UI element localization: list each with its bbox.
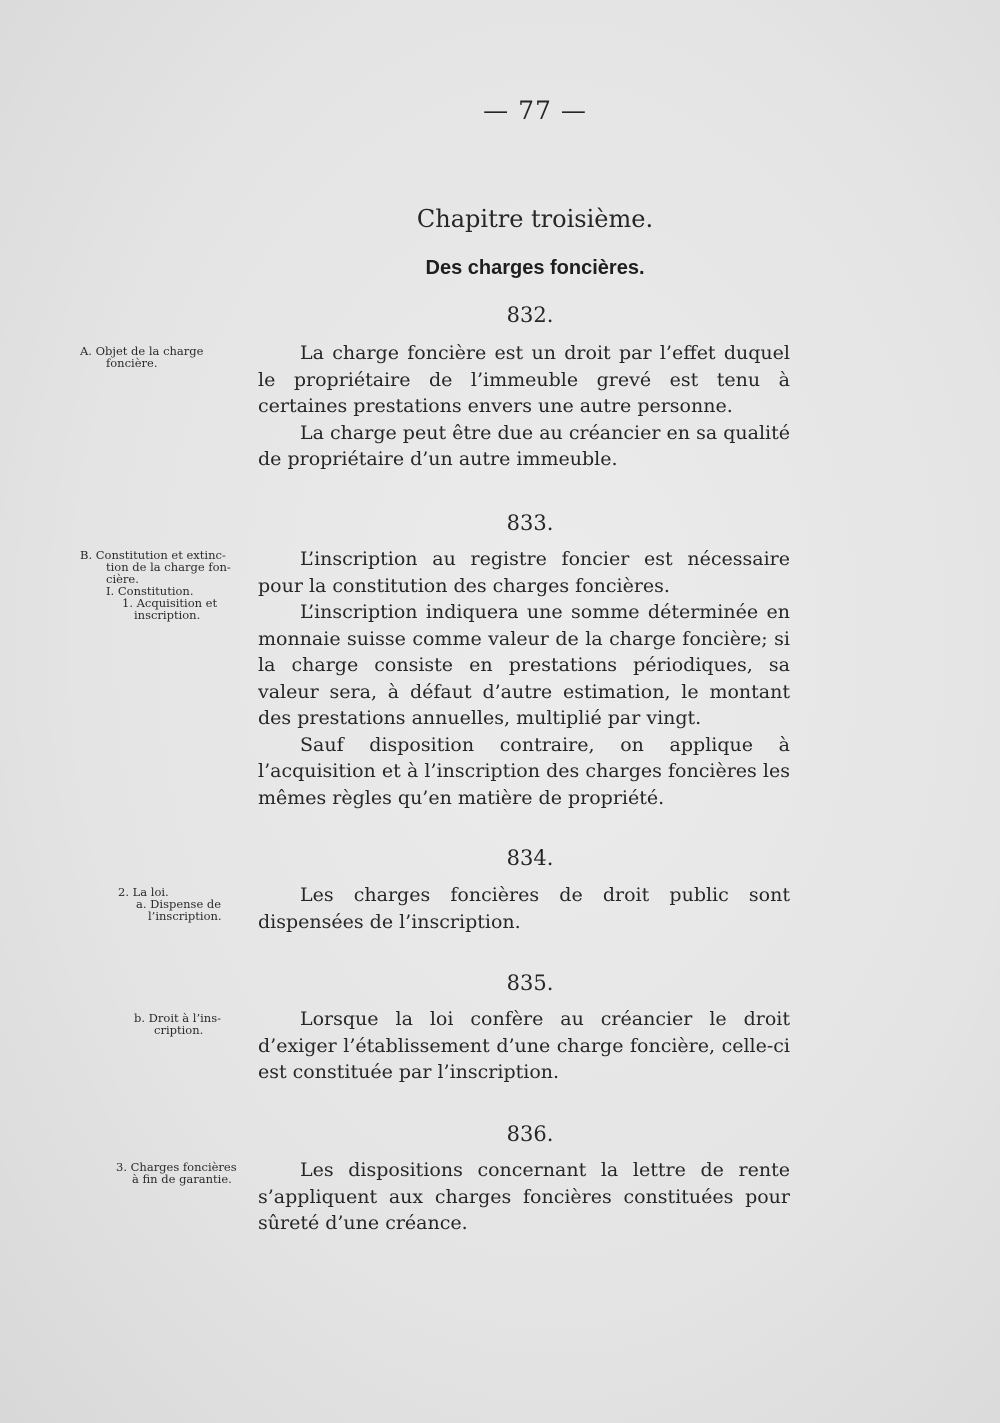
- margin-note: [80, 886, 250, 922]
- margin-note-line: cière.: [106, 572, 139, 586]
- article-body: [258, 340, 790, 473]
- article-body: [258, 882, 790, 935]
- margin-note-line: B. Constitution et extinc-: [80, 548, 226, 562]
- article-paragraph: La charge peut être due au créancier en sa qualité de propriétaire d’un autre immeuble.: [258, 421, 790, 470]
- article-paragraph: La charge foncière est un droit par l’effet duquel le propriétaire de l’immeuble grevé est tenu à certaines prestations envers une autre personne.: [258, 342, 790, 417]
- margin-note-line: b. Droit à l’ins-: [134, 1011, 221, 1025]
- article-paragraph: L’inscription au registre foncier est nécessaire pour la constitution des charges foncières.: [258, 548, 790, 597]
- margin-note-line: 1. Acquisition et: [122, 596, 218, 610]
- margin-note-line: cription.: [154, 1023, 204, 1037]
- margin-note-line: tion de la charge fon-: [106, 560, 231, 574]
- margin-note-line: foncière.: [106, 356, 158, 370]
- margin-note-line: 3. Charges foncières: [116, 1160, 237, 1174]
- margin-note-line: I. Constitution.: [106, 584, 194, 598]
- section-title: Des charges foncières.: [425, 257, 645, 279]
- margin-note: [80, 1161, 250, 1185]
- article-number: 832.: [506, 303, 554, 327]
- article-number: 836.: [506, 1122, 554, 1146]
- margin-note-line: inscription.: [134, 608, 201, 622]
- article-paragraph: Sauf disposition contraire, on applique à l’acquisition et à l’inscription des charges foncières les mêmes règles qu’en matière de propriété.: [258, 733, 790, 809]
- margin-note-line: l’inscription.: [148, 909, 222, 923]
- page-number: — 77 —: [483, 96, 587, 125]
- margin-note-line: A. Objet de la charge: [80, 344, 204, 358]
- margin-note-line: a. Dispense de: [136, 897, 222, 911]
- article-paragraph: Les charges foncières de droit public sont dispensées de l’inscription.: [258, 884, 790, 933]
- article-body: [258, 546, 790, 811]
- article-body: [258, 1006, 790, 1086]
- margin-note: [80, 1012, 250, 1036]
- article-number: 835.: [506, 971, 554, 995]
- margin-note-line: à fin de garantie.: [132, 1172, 232, 1186]
- chapter-title: Chapitre troisième.: [416, 205, 654, 233]
- article-paragraph: Lorsque la loi confère au créancier le droit d’exiger l’établissement d’une charge foncière, celle-ci est constituée par l’inscription.: [258, 1008, 790, 1083]
- article-number: 834.: [506, 846, 554, 870]
- article-body: [258, 1157, 790, 1237]
- article-paragraph: Les dispositions concernant la lettre de rente s’appliquent aux charges foncières constituées pour sûreté d’une créance.: [258, 1159, 790, 1234]
- margin-note-line: 2. La loi.: [118, 885, 169, 899]
- article-paragraph: L’inscription indiquera une somme déterminée en monnaie suisse comme valeur de la charge foncière; si la charge consiste en prestations périodiques, sa valeur sera, à défaut d’autre estimation, le montant des prestations annuelles, multiplié par vingt.: [258, 601, 790, 729]
- margin-note: [80, 549, 250, 621]
- article-number: 833.: [506, 511, 554, 535]
- margin-note: [80, 345, 250, 369]
